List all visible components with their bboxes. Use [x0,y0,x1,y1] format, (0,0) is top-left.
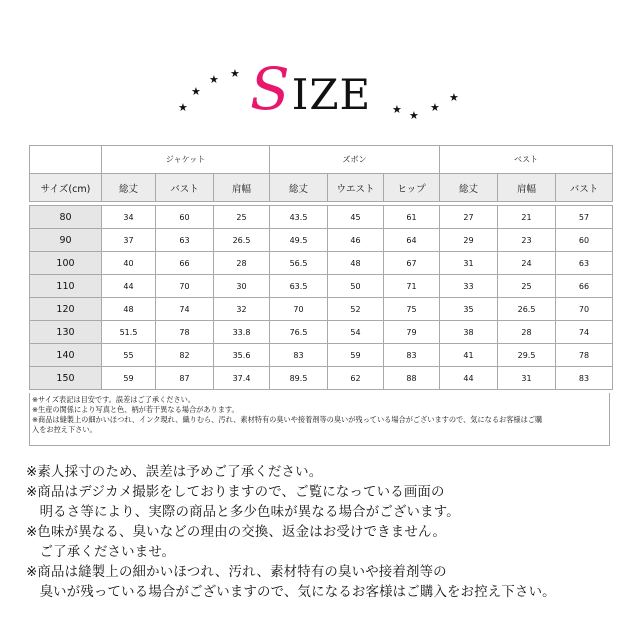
column-header: ウエスト [328,174,384,202]
column-header: バスト [556,174,613,202]
group-pants: ズボン [270,146,440,174]
table-cell: 54 [328,321,384,344]
table-cell: 26.5 [498,298,556,321]
table-cell: 31 [498,367,556,390]
table-cell: 74 [156,298,214,321]
table-row [30,321,613,344]
table-row [30,229,613,252]
table-cell: 44 [440,367,498,390]
star-icon: ★ [191,85,201,98]
table-cell: 37 [102,229,156,252]
table-cell: 41 [440,344,498,367]
star-icon: ★ [178,101,188,114]
table-cell: 28 [498,321,556,344]
table-cell: 50 [328,275,384,298]
star-icon: ★ [392,103,402,116]
table-cell: 60 [156,206,214,229]
table-cell: 78 [556,344,613,367]
column-header-size: サイズ(cm) [30,174,102,202]
size-cell: 110 [30,275,102,298]
table-cell: 30 [214,275,270,298]
table-cell: 60 [556,229,613,252]
table-cell: 49.5 [270,229,328,252]
table-cell: 76.5 [270,321,328,344]
table-cell: 63 [556,252,613,275]
column-header: 肩幅 [498,174,556,202]
table-cell: 34 [102,206,156,229]
table-cell: 25 [498,275,556,298]
footer-note: ※商品はデジカメ撮影をしておりますので、ご覧になっている画面の [26,485,445,500]
table-cell: 46 [328,229,384,252]
table-cell: 33 [440,275,498,298]
size-cell: 100 [30,252,102,275]
table-row [30,275,613,298]
footer-notes [26,463,616,603]
table-cell: 56.5 [270,252,328,275]
size-cell: 150 [30,367,102,390]
table-cell: 63 [156,229,214,252]
star-icon: ★ [409,109,419,122]
table-note: ※商品は縫製上の細かいほつれ、インク現れ、織りむら、汚れ、素材特有の臭いや接着剤等の臭いが残っている場合がございますので、気になるお客様はご購 [32,415,543,424]
table-cell: 59 [102,367,156,390]
star-icon: ★ [230,67,240,80]
table-cell: 66 [156,252,214,275]
column-header: 総丈 [270,174,328,202]
table-cell: 82 [156,344,214,367]
table-cell: 55 [102,344,156,367]
table-cell: 35.6 [214,344,270,367]
table-cell: 83 [384,344,440,367]
table-cell: 26.5 [214,229,270,252]
size-cell: 130 [30,321,102,344]
table-cell: 44 [102,275,156,298]
table-cell: 57 [556,206,613,229]
table-cell: 45 [328,206,384,229]
table-cell: 24 [498,252,556,275]
table-cell: 31 [440,252,498,275]
table-cell: 59 [328,344,384,367]
size-cell: 80 [30,206,102,229]
table-cell: 52 [328,298,384,321]
column-header-row [30,174,613,202]
table-cell: 48 [102,298,156,321]
table-cell: 61 [384,206,440,229]
table-cell: 67 [384,252,440,275]
table-cell: 83 [556,367,613,390]
title-rest: IZE [291,70,372,119]
table-row [30,367,613,390]
table-cell: 62 [328,367,384,390]
table-cell: 27 [440,206,498,229]
table-cell: 87 [156,367,214,390]
size-cell: 120 [30,298,102,321]
table-row [30,206,613,229]
table-cell: 37.4 [214,367,270,390]
table-cell: 66 [556,275,613,298]
table-cell: 70 [556,298,613,321]
table-cell: 78 [156,321,214,344]
table-row [30,344,613,367]
empty-corner-cell [30,146,102,174]
star-icon: ★ [430,101,440,114]
table-notes [29,393,610,446]
table-row [30,298,613,321]
table-cell: 89.5 [270,367,328,390]
group-jacket: ジャケット [102,146,270,174]
table-cell: 25 [214,206,270,229]
table-cell: 23 [498,229,556,252]
column-header: ヒップ [384,174,440,202]
table-cell: 28 [214,252,270,275]
footer-note: 明るさ等により、実際の商品と多少色味が異なる場合がございます。 [26,505,460,520]
table-cell: 29 [440,229,498,252]
table-cell: 63.5 [270,275,328,298]
table-cell: 38 [440,321,498,344]
footer-note: ※商品は縫製上の細かいほつれ、汚れ、素材特有の臭いや接着剤等の [26,565,447,580]
column-header: バスト [156,174,214,202]
footer-note: ご了承くださいませ。 [26,545,176,560]
size-title-banner [0,52,640,132]
column-header: 総丈 [102,174,156,202]
star-icon: ★ [449,91,459,104]
size-table [29,145,613,390]
table-row [30,252,613,275]
table-cell: 70 [270,298,328,321]
table-cell: 74 [556,321,613,344]
size-cell: 90 [30,229,102,252]
table-note: 入をお控え下さい。 [32,425,97,434]
table-cell: 33.8 [214,321,270,344]
table-cell: 48 [328,252,384,275]
footer-note: ※素人採寸のため、誤差は予めご了承ください。 [26,465,323,480]
title-first-letter: S [250,55,290,123]
star-icon: ★ [209,73,219,86]
page-title [250,55,372,123]
table-cell: 51.5 [102,321,156,344]
table-cell: 75 [384,298,440,321]
table-note: ※生産の関係により写真と色、柄が若干異なる場合があります。 [32,405,239,414]
footer-note: ※色味が異なる、臭いなどの理由の交換、返金はお受けできません。 [26,525,446,540]
table-cell: 29.5 [498,344,556,367]
column-header: 総丈 [440,174,498,202]
table-cell: 32 [214,298,270,321]
footer-note: 臭いが残っている場合がございますので、気になるお客様はご購入をお控え下さい。 [26,585,556,600]
table-cell: 83 [270,344,328,367]
table-cell: 43.5 [270,206,328,229]
table-cell: 64 [384,229,440,252]
table-cell: 70 [156,275,214,298]
table-cell: 88 [384,367,440,390]
table-cell: 35 [440,298,498,321]
table-cell: 21 [498,206,556,229]
size-cell: 140 [30,344,102,367]
table-cell: 71 [384,275,440,298]
group-header-row [30,146,613,174]
group-vest: ベスト [440,146,613,174]
table-cell: 40 [102,252,156,275]
table-note: ※サイズ表記は目安です。誤差はご了承ください。 [32,395,195,404]
column-header: 肩幅 [214,174,270,202]
table-cell: 79 [384,321,440,344]
